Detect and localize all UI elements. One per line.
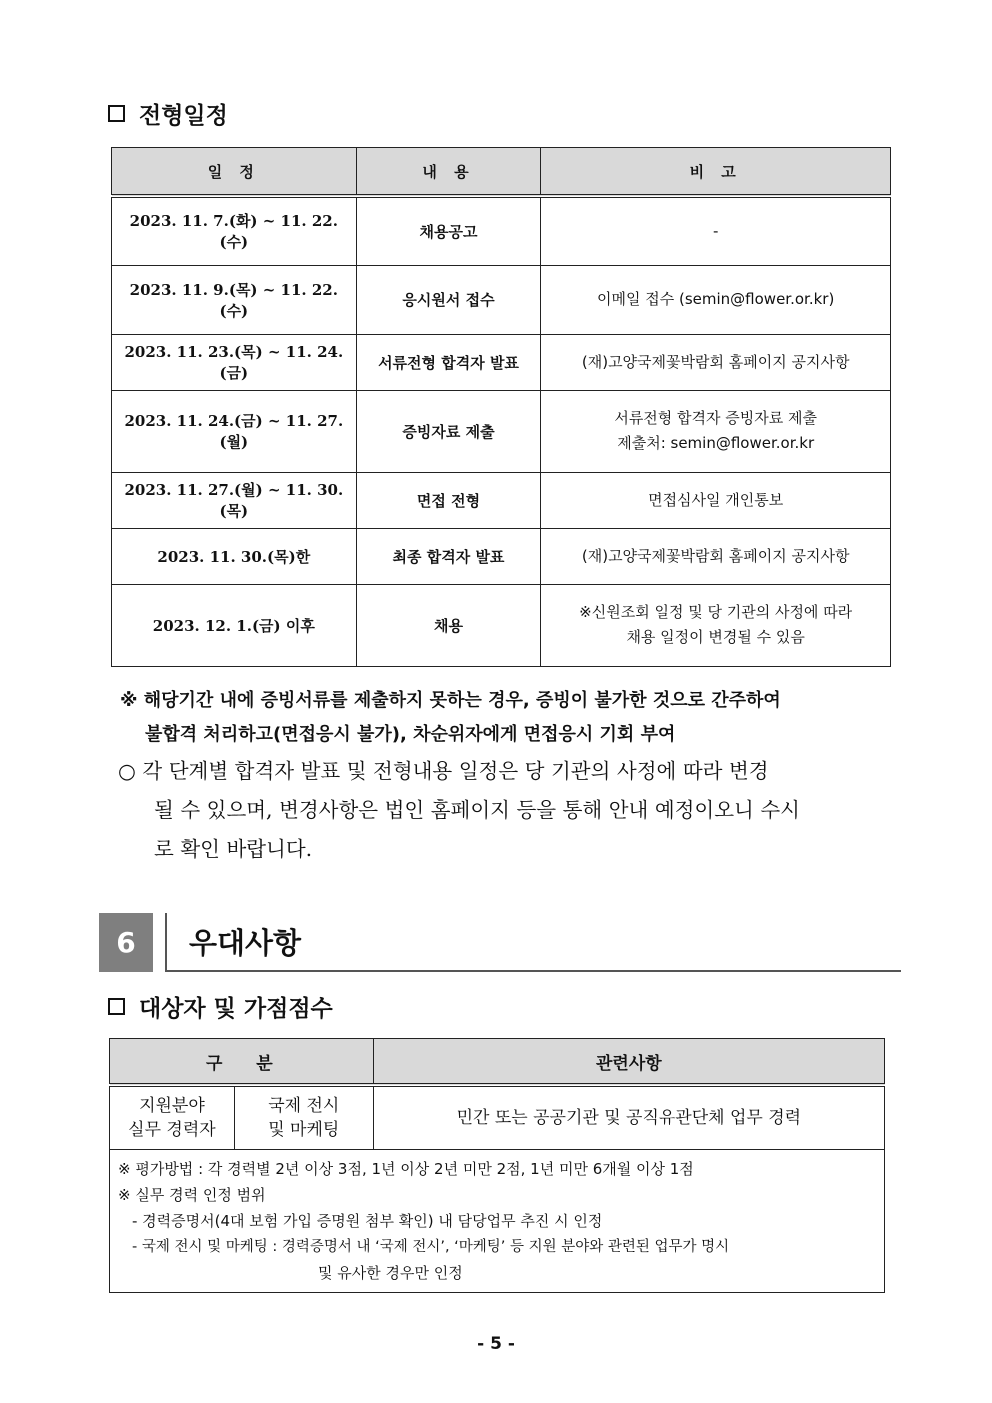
content-cell: 응시원서 접수 (356, 265, 541, 334)
date-cell: 2023. 11. 30.(목)한 (112, 528, 357, 584)
notice-line-2: 될 수 있으며, 변경사항은 법인 홈페이지 등을 통해 안내 예정이오니 수시 (154, 798, 800, 822)
subcategory-cell (234, 1085, 373, 1149)
schedule-heading (108, 97, 228, 130)
note-cell (541, 472, 891, 528)
criteria-line: - 국제 전시 및 마케팅 : 경력증명서 내 ‘국제 전시’, ‘마케팅’ 등 지원 분야와 관련된 업무가 명시 (132, 1238, 730, 1255)
criteria-cell (110, 1149, 885, 1292)
related-cell: 민간 또는 공공기관 및 공직유관단체 업무 경력 (373, 1085, 884, 1149)
table-row (112, 334, 891, 390)
section-title: 우대사항 (189, 926, 302, 960)
content-cell: 면접 전형 (356, 472, 541, 528)
schedule-table (111, 147, 891, 667)
subcategory-line: 국제 전시 (268, 1095, 340, 1116)
subcategory-line: 및 마케팅 (268, 1119, 340, 1140)
notice-line-3: 로 확인 바랍니다. (154, 837, 313, 861)
table-row (112, 265, 891, 334)
content-cell: 채용 (356, 584, 541, 666)
table-row (110, 1149, 885, 1292)
note-cell (541, 584, 891, 666)
category-cell (110, 1085, 235, 1149)
preference-table (109, 1038, 885, 1293)
content-cell: 서류전형 합격자 발표 (356, 334, 541, 390)
note-text: (재)고양국제꽃박람회 홈페이지 공지사항 (581, 352, 850, 371)
content-cell: 최종 합격자 발표 (356, 528, 541, 584)
header-note: 비 고 (541, 148, 891, 197)
content-cell: 채용공고 (356, 196, 541, 265)
date-cell: 2023. 12. 1.(금) 이후 (112, 584, 357, 666)
date-cell: 2023. 11. 7.(화) ~ 11. 22.(수) (112, 196, 357, 265)
preference-header-row (110, 1039, 885, 1086)
note-text: 면접심사일 개인통보 (648, 490, 784, 509)
date-cell: 2023. 11. 27.(월) ~ 11. 30.(목) (112, 472, 357, 528)
category-line: 실무 경력자 (128, 1119, 216, 1140)
checkbox-square-icon (108, 998, 125, 1015)
criteria-line: ※ 평가방법 : 각 경력별 2년 이상 3점, 1년 이상 2년 미만 2점, 1년 미만 6개월 이상 1점 (118, 1159, 694, 1178)
preference-heading (108, 990, 333, 1023)
date-cell: 2023. 11. 23.(목) ~ 11. 24.(금) (112, 334, 357, 390)
section-header (99, 913, 901, 972)
section-divider (165, 913, 167, 972)
note-text: 제출처: semin@flower.or.kr (617, 434, 815, 452)
warning-note (120, 684, 910, 752)
note-text: (재)고양국제꽃박람회 홈페이지 공지사항 (581, 546, 850, 565)
header-date: 일 정 (112, 148, 357, 197)
note-text: 서류전형 합격자 증빙자료 제출 (614, 409, 818, 427)
section-underline (165, 970, 901, 972)
note-cell (541, 528, 891, 584)
date-cell: 2023. 11. 9.(목) ~ 11. 22.(수) (112, 265, 357, 334)
header-content: 내 용 (356, 148, 541, 197)
note-text: ※신원조회 일정 및 당 기관의 사정에 따라 (579, 603, 853, 621)
criteria-line: 및 유사한 경우만 인정 (318, 1263, 463, 1282)
note-text: - (712, 221, 719, 240)
table-row (112, 584, 891, 666)
note-text: 채용 일정이 변경될 수 있음 (626, 628, 805, 646)
content-cell: 증빙자료 제출 (356, 390, 541, 472)
note-cell (541, 265, 891, 334)
notice-line-1: ○ 각 단계별 합격자 발표 및 전형내용 일정은 당 기관의 사정에 따라 변경 (118, 759, 769, 783)
warning-line-2: 불합격 처리하고(면접응시 불가), 차순위자에게 면접응시 기회 부여 (145, 724, 676, 745)
table-row (110, 1085, 885, 1149)
table-row (112, 196, 891, 265)
criteria-line: - 경력증명서(4대 보험 가입 증명원 첨부 확인) 내 담당업무 추진 시 인정 (132, 1211, 603, 1230)
header-related: 관련사항 (373, 1039, 884, 1086)
schedule-heading-text: 전형일정 (139, 103, 228, 129)
notice-paragraph (118, 752, 898, 869)
note-cell (541, 390, 891, 472)
section-number: 6 (99, 913, 153, 972)
category-line: 지원분야 (139, 1095, 205, 1116)
page-number: - 5 - (477, 1334, 515, 1354)
checkbox-square-icon (108, 105, 125, 122)
criteria-line: ※ 실무 경력 인정 범위 (118, 1185, 266, 1204)
note-text: 이메일 접수 (semin@flower.or.kr) (597, 290, 835, 308)
note-cell (541, 334, 891, 390)
note-cell (541, 196, 891, 265)
table-row (112, 528, 891, 584)
date-cell: 2023. 11. 24.(금) ~ 11. 27.(월) (112, 390, 357, 472)
preference-heading-text: 대상자 및 가점점수 (139, 996, 333, 1022)
schedule-header-row (112, 148, 891, 197)
table-row (112, 472, 891, 528)
table-row (112, 390, 891, 472)
warning-line-1: ※ 해당기간 내에 증빙서류를 제출하지 못하는 경우, 증빙이 불가한 것으로 간주하여 (120, 690, 781, 711)
header-category: 구 분 (110, 1039, 374, 1086)
